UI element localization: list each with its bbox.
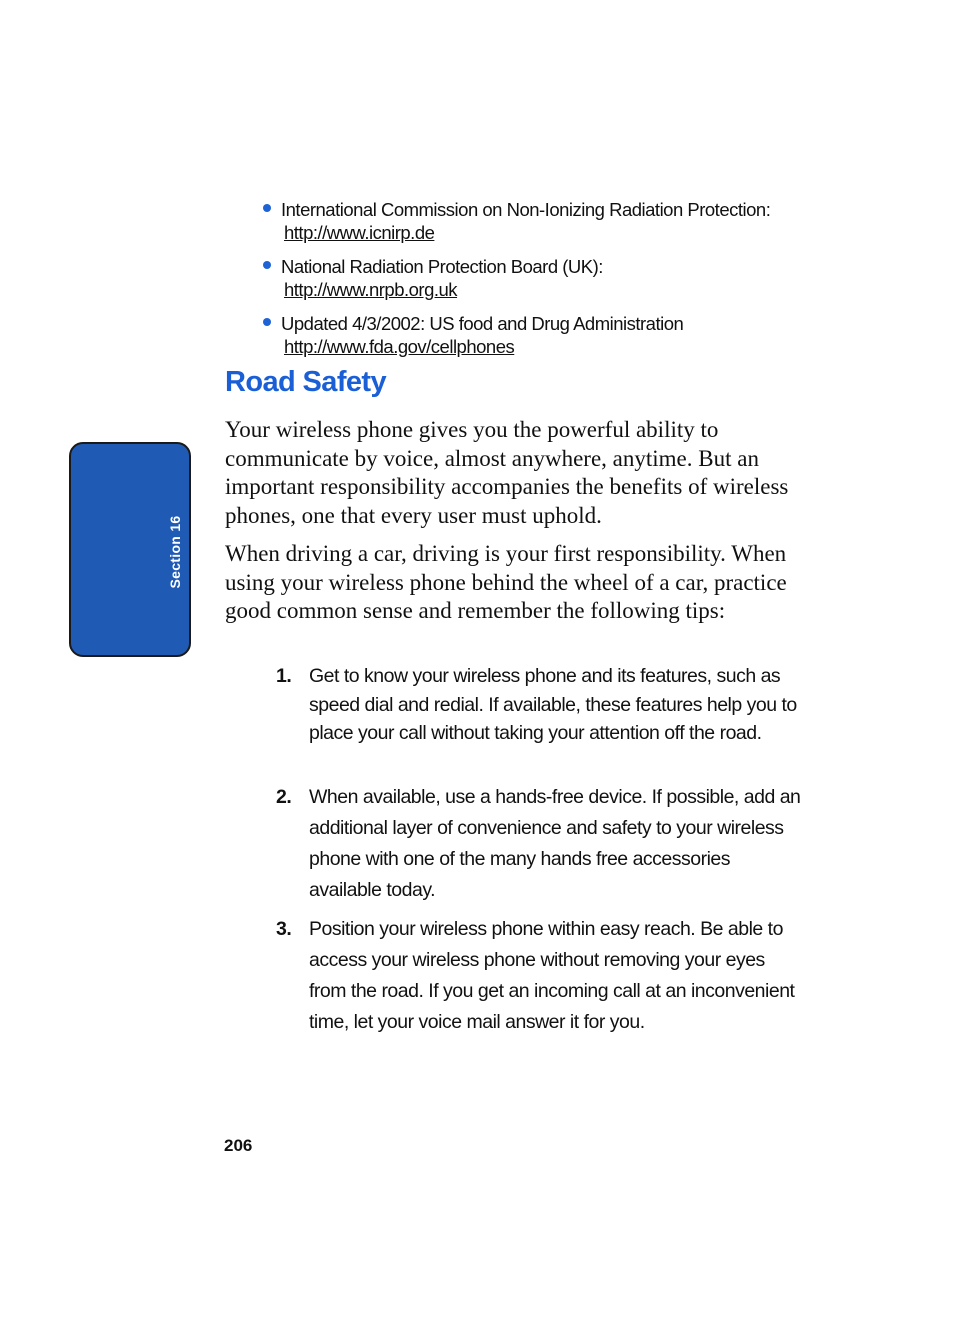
section-heading: Road Safety bbox=[225, 366, 386, 398]
bullet-icon bbox=[263, 318, 271, 326]
bullet-icon bbox=[263, 261, 271, 269]
intro-paragraph: Your wireless phone gives you the powerful ability to communicate by voice, almost anywhere, anytime. But an important responsibility accompanies the benefits of wireless phones, one that every user must uphold. bbox=[225, 417, 789, 528]
resource-list bbox=[262, 198, 822, 369]
resource-label: National Radiation Protection Board (UK): bbox=[281, 256, 603, 277]
tip-item bbox=[276, 782, 806, 906]
fda-link[interactable]: http://www.fda.gov/cellphones bbox=[284, 336, 515, 357]
tip-number: 2. bbox=[276, 786, 292, 808]
tip-text: Position your wireless phone within easy reach. Be able to access your wireless phone without removing your eyes from the road. If you get an incoming call at an inconvenient time, let your voice mail answer it for you. bbox=[309, 918, 795, 1033]
driving-paragraph: When driving a car, driving is your first responsibility. When using your wireless phone behind the wheel of a car, practice good common sense and remember the following tips: bbox=[225, 541, 787, 623]
resource-item-nrpb bbox=[262, 255, 822, 301]
tip-item bbox=[276, 662, 806, 748]
tip-text: Get to know your wireless phone and its features, such as speed dial and redial. If available, these features help you to place your call without taking your attention off the road. bbox=[309, 665, 797, 744]
nrpb-link[interactable]: http://www.nrpb.org.uk bbox=[284, 279, 458, 300]
resource-label: International Commission on Non-Ionizing Radiation Protection: bbox=[281, 199, 771, 220]
bullet-icon bbox=[263, 204, 271, 212]
tip-item bbox=[276, 914, 806, 1038]
resource-item-icnirp bbox=[262, 198, 822, 244]
resource-item-fda bbox=[262, 312, 822, 358]
tip-number: 3. bbox=[276, 918, 292, 940]
tip-text: When available, use a hands-free device. If possible, add an additional layer of convenience and safety to your wireless phone with one of the many hands free accessories available today. bbox=[309, 786, 801, 901]
resource-label: Updated 4/3/2002: US food and Drug Administration bbox=[281, 313, 684, 334]
page-number: 206 bbox=[224, 1136, 253, 1155]
tip-number: 1. bbox=[276, 665, 292, 687]
icnirp-link[interactable]: http://www.icnirp.de bbox=[284, 222, 435, 243]
section-tab-label: Section 16 bbox=[167, 515, 183, 589]
